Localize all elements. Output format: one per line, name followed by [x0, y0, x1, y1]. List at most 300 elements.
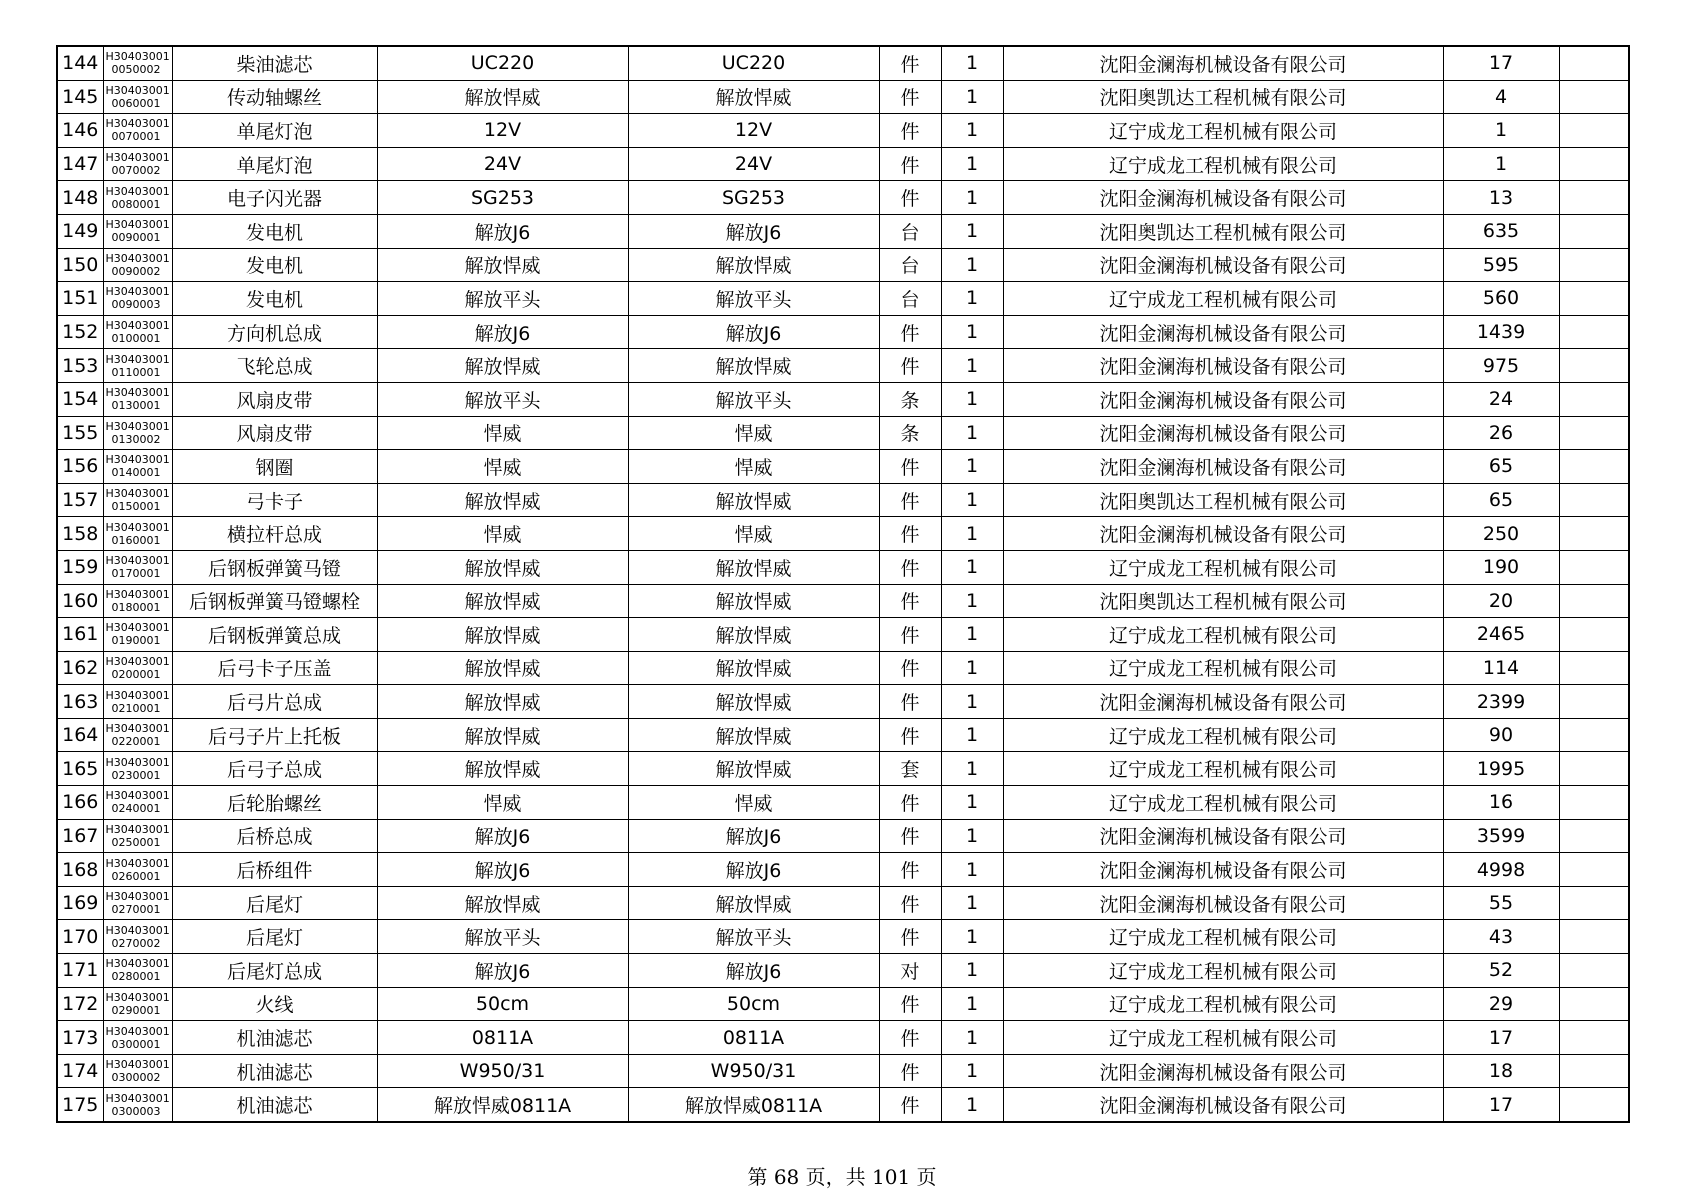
- item-spec: 50cm: [628, 987, 879, 1021]
- item-supplier: 沈阳金澜海机械设备有限公司: [1003, 853, 1443, 887]
- item-code: [103, 718, 172, 752]
- table-row: [57, 618, 1629, 652]
- item-quantity: 1: [941, 685, 1003, 719]
- item-code-part1: H30403001: [105, 587, 170, 601]
- item-name: 后桥总成: [172, 819, 377, 853]
- item-code-part1: H30403001: [105, 386, 170, 400]
- item-code-part1: H30403001: [105, 487, 170, 501]
- item-supplier: 辽宁成龙工程机械有限公司: [1003, 752, 1443, 786]
- row-index: 154: [57, 382, 103, 416]
- item-quantity: 1: [941, 483, 1003, 517]
- item-supplier: 辽宁成龙工程机械有限公司: [1003, 718, 1443, 752]
- item-unit: 件: [879, 651, 941, 685]
- item-code-part1: H30403001: [105, 856, 170, 870]
- table-row: [57, 987, 1629, 1021]
- item-code-part1: H30403001: [105, 990, 170, 1004]
- item-code-part1: H30403001: [105, 285, 170, 299]
- item-supplier: 沈阳金澜海机械设备有限公司: [1003, 349, 1443, 383]
- item-supplier: 辽宁成龙工程机械有限公司: [1003, 954, 1443, 988]
- item-code-part2: 0270002: [111, 936, 161, 950]
- item-note: [1559, 349, 1629, 383]
- item-model: 悍威: [377, 416, 628, 450]
- item-code: [103, 651, 172, 685]
- item-code-part2: 0280001: [111, 970, 161, 984]
- item-price: 13: [1443, 181, 1559, 215]
- item-name: 后轮胎螺丝: [172, 786, 377, 820]
- item-name: 方向机总成: [172, 315, 377, 349]
- table-row: [57, 584, 1629, 618]
- item-code: [103, 1054, 172, 1088]
- item-unit: 件: [879, 1088, 941, 1122]
- item-name: 后钢板弹簧马镫螺栓: [172, 584, 377, 618]
- item-spec: 解放悍威: [628, 349, 879, 383]
- item-quantity: 1: [941, 248, 1003, 282]
- item-model: 解放J6: [377, 214, 628, 248]
- item-code: [103, 819, 172, 853]
- item-note: [1559, 752, 1629, 786]
- item-model: 12V: [377, 114, 628, 148]
- item-code-part2: 0060001: [111, 96, 161, 110]
- item-code-part1: H30403001: [105, 621, 170, 635]
- item-code: [103, 1088, 172, 1122]
- item-model: 解放平头: [377, 382, 628, 416]
- item-name: 机油滤芯: [172, 1054, 377, 1088]
- row-index: 158: [57, 517, 103, 551]
- item-unit: 台: [879, 214, 941, 248]
- item-quantity: 1: [941, 315, 1003, 349]
- item-quantity: 1: [941, 1021, 1003, 1055]
- item-model: W950/31: [377, 1054, 628, 1088]
- item-supplier: 沈阳金澜海机械设备有限公司: [1003, 517, 1443, 551]
- item-model: UC220: [377, 46, 628, 80]
- item-spec: 0811A: [628, 1021, 879, 1055]
- table-row: [57, 819, 1629, 853]
- item-name: 后弓卡子压盖: [172, 651, 377, 685]
- item-spec: 解放悍威: [628, 618, 879, 652]
- table-row: [57, 315, 1629, 349]
- item-name: 发电机: [172, 282, 377, 316]
- row-index: 167: [57, 819, 103, 853]
- item-code: [103, 987, 172, 1021]
- item-spec: 解放悍威: [628, 550, 879, 584]
- item-price: 43: [1443, 920, 1559, 954]
- item-note: [1559, 382, 1629, 416]
- item-model: 解放平头: [377, 282, 628, 316]
- item-code-part2: 0090001: [111, 231, 161, 245]
- item-quantity: 1: [941, 382, 1003, 416]
- item-code-part2: 0140001: [111, 466, 161, 480]
- item-price: 55: [1443, 886, 1559, 920]
- item-model: 解放悍威: [377, 80, 628, 114]
- item-name: 单尾灯泡: [172, 147, 377, 181]
- table-row: [57, 550, 1629, 584]
- table-row: [57, 46, 1629, 80]
- item-model: 解放悍威: [377, 483, 628, 517]
- item-unit: 件: [879, 886, 941, 920]
- item-code: [103, 584, 172, 618]
- item-code-part2: 0150001: [111, 500, 161, 514]
- item-price: 4: [1443, 80, 1559, 114]
- item-name: 机油滤芯: [172, 1088, 377, 1122]
- item-code: [103, 450, 172, 484]
- table-row: [57, 483, 1629, 517]
- table-row: [57, 718, 1629, 752]
- item-price: 635: [1443, 214, 1559, 248]
- item-spec: 解放悍威: [628, 248, 879, 282]
- item-unit: 件: [879, 1054, 941, 1088]
- row-index: 151: [57, 282, 103, 316]
- row-index: 157: [57, 483, 103, 517]
- item-model: 解放J6: [377, 819, 628, 853]
- item-supplier: 沈阳金澜海机械设备有限公司: [1003, 450, 1443, 484]
- item-quantity: 1: [941, 651, 1003, 685]
- item-name: 机油滤芯: [172, 1021, 377, 1055]
- item-spec: 解放悍威: [628, 483, 879, 517]
- item-code: [103, 46, 172, 80]
- item-code: [103, 685, 172, 719]
- item-quantity: 1: [941, 954, 1003, 988]
- item-code: [103, 920, 172, 954]
- item-spec: 悍威: [628, 786, 879, 820]
- item-code-part1: H30403001: [105, 184, 170, 198]
- item-code-part1: H30403001: [105, 453, 170, 467]
- item-quantity: 1: [941, 214, 1003, 248]
- item-code-part2: 0070002: [111, 164, 161, 178]
- row-index: 171: [57, 954, 103, 988]
- table-row: [57, 853, 1629, 887]
- row-index: 159: [57, 550, 103, 584]
- item-code-part2: 0170001: [111, 567, 161, 581]
- item-code-part1: H30403001: [105, 890, 170, 904]
- item-unit: 件: [879, 517, 941, 551]
- item-unit: 件: [879, 114, 941, 148]
- row-index: 165: [57, 752, 103, 786]
- item-code-part2: 0130001: [111, 399, 161, 413]
- item-note: [1559, 920, 1629, 954]
- item-code-part2: 0300003: [111, 1104, 161, 1118]
- item-unit: 件: [879, 718, 941, 752]
- item-code-part2: 0080001: [111, 197, 161, 211]
- item-model: 24V: [377, 147, 628, 181]
- table-row: [57, 147, 1629, 181]
- item-name: 弓卡子: [172, 483, 377, 517]
- item-note: [1559, 181, 1629, 215]
- table-row: [57, 954, 1629, 988]
- item-supplier: 辽宁成龙工程机械有限公司: [1003, 920, 1443, 954]
- item-supplier: 沈阳金澜海机械设备有限公司: [1003, 248, 1443, 282]
- item-supplier: 沈阳奥凯达工程机械有限公司: [1003, 214, 1443, 248]
- item-code-part1: H30403001: [105, 117, 170, 131]
- item-name: 传动轴螺丝: [172, 80, 377, 114]
- item-model: 解放J6: [377, 954, 628, 988]
- item-code-part1: H30403001: [105, 352, 170, 366]
- table-row: [57, 920, 1629, 954]
- item-note: [1559, 114, 1629, 148]
- item-model: 解放悍威: [377, 752, 628, 786]
- item-name: 电子闪光器: [172, 181, 377, 215]
- item-code-part1: H30403001: [105, 319, 170, 333]
- item-code: [103, 517, 172, 551]
- item-name: 钢圈: [172, 450, 377, 484]
- item-name: 后尾灯总成: [172, 954, 377, 988]
- item-spec: 解放悍威: [628, 752, 879, 786]
- table-row: [57, 282, 1629, 316]
- item-spec: 解放平头: [628, 382, 879, 416]
- item-code-part2: 0160001: [111, 533, 161, 547]
- item-quantity: 1: [941, 416, 1003, 450]
- item-supplier: 沈阳金澜海机械设备有限公司: [1003, 382, 1443, 416]
- item-code: [103, 786, 172, 820]
- item-note: [1559, 1088, 1629, 1122]
- item-price: 1439: [1443, 315, 1559, 349]
- item-quantity: 1: [941, 920, 1003, 954]
- item-quantity: 1: [941, 550, 1003, 584]
- item-model: 解放悍威: [377, 618, 628, 652]
- item-code: [103, 214, 172, 248]
- item-note: [1559, 819, 1629, 853]
- row-index: 146: [57, 114, 103, 148]
- item-supplier: 沈阳金澜海机械设备有限公司: [1003, 1088, 1443, 1122]
- table-row: [57, 886, 1629, 920]
- item-quantity: 1: [941, 1054, 1003, 1088]
- table-row: [57, 1021, 1629, 1055]
- item-unit: 台: [879, 248, 941, 282]
- row-index: 150: [57, 248, 103, 282]
- row-index: 149: [57, 214, 103, 248]
- item-price: 26: [1443, 416, 1559, 450]
- item-name: 横拉杆总成: [172, 517, 377, 551]
- item-quantity: 1: [941, 718, 1003, 752]
- item-unit: 件: [879, 181, 941, 215]
- item-note: [1559, 315, 1629, 349]
- item-model: 解放悍威0811A: [377, 1088, 628, 1122]
- row-index: 174: [57, 1054, 103, 1088]
- table-row: [57, 248, 1629, 282]
- item-quantity: 1: [941, 181, 1003, 215]
- table-row: [57, 685, 1629, 719]
- item-note: [1559, 46, 1629, 80]
- item-spec: 解放J6: [628, 954, 879, 988]
- item-code: [103, 853, 172, 887]
- item-quantity: 1: [941, 1088, 1003, 1122]
- table-row: [57, 80, 1629, 114]
- item-unit: 件: [879, 618, 941, 652]
- table-row: [57, 416, 1629, 450]
- item-quantity: 1: [941, 147, 1003, 181]
- item-quantity: 1: [941, 80, 1003, 114]
- item-name: 飞轮总成: [172, 349, 377, 383]
- row-index: 147: [57, 147, 103, 181]
- item-unit: 件: [879, 853, 941, 887]
- item-supplier: 辽宁成龙工程机械有限公司: [1003, 550, 1443, 584]
- item-note: [1559, 786, 1629, 820]
- item-code: [103, 954, 172, 988]
- item-code-part2: 0090003: [111, 298, 161, 312]
- item-note: [1559, 517, 1629, 551]
- item-model: 0811A: [377, 1021, 628, 1055]
- item-price: 2465: [1443, 618, 1559, 652]
- row-index: 169: [57, 886, 103, 920]
- item-code: [103, 1021, 172, 1055]
- item-spec: SG253: [628, 181, 879, 215]
- row-index: 162: [57, 651, 103, 685]
- item-price: 250: [1443, 517, 1559, 551]
- item-price: 1: [1443, 114, 1559, 148]
- item-quantity: 1: [941, 819, 1003, 853]
- item-note: [1559, 416, 1629, 450]
- item-supplier: 辽宁成龙工程机械有限公司: [1003, 618, 1443, 652]
- item-spec: 解放J6: [628, 214, 879, 248]
- item-code-part1: H30403001: [105, 151, 170, 165]
- item-price: 20: [1443, 584, 1559, 618]
- item-code: [103, 147, 172, 181]
- item-price: 52: [1443, 954, 1559, 988]
- item-unit: 件: [879, 550, 941, 584]
- item-price: 17: [1443, 1088, 1559, 1122]
- item-price: 24: [1443, 382, 1559, 416]
- item-name: 后桥组件: [172, 853, 377, 887]
- item-supplier: 沈阳奥凯达工程机械有限公司: [1003, 584, 1443, 618]
- row-index: 172: [57, 987, 103, 1021]
- item-spec: 解放悍威: [628, 584, 879, 618]
- item-code-part1: H30403001: [105, 419, 170, 433]
- item-note: [1559, 853, 1629, 887]
- item-spec: 解放悍威: [628, 651, 879, 685]
- item-name: 发电机: [172, 248, 377, 282]
- item-note: [1559, 584, 1629, 618]
- item-model: 解放悍威: [377, 550, 628, 584]
- item-spec: UC220: [628, 46, 879, 80]
- item-supplier: 沈阳金澜海机械设备有限公司: [1003, 181, 1443, 215]
- item-spec: 解放悍威: [628, 80, 879, 114]
- item-name: 后弓子总成: [172, 752, 377, 786]
- item-model: 解放悍威: [377, 651, 628, 685]
- item-supplier: 辽宁成龙工程机械有限公司: [1003, 786, 1443, 820]
- item-spec: 解放悍威: [628, 886, 879, 920]
- table-row: [57, 752, 1629, 786]
- item-code-part1: H30403001: [105, 1024, 170, 1038]
- item-note: [1559, 954, 1629, 988]
- row-index: 145: [57, 80, 103, 114]
- item-note: [1559, 886, 1629, 920]
- item-name: 后尾灯: [172, 920, 377, 954]
- item-quantity: 1: [941, 618, 1003, 652]
- item-spec: 悍威: [628, 450, 879, 484]
- item-code-part2: 0250001: [111, 835, 161, 849]
- item-code: [103, 248, 172, 282]
- item-code: [103, 181, 172, 215]
- item-model: 解放悍威: [377, 685, 628, 719]
- table-body: [57, 46, 1629, 1122]
- item-unit: 件: [879, 786, 941, 820]
- item-supplier: 沈阳金澜海机械设备有限公司: [1003, 46, 1443, 80]
- item-price: 560: [1443, 282, 1559, 316]
- table-row: [57, 651, 1629, 685]
- item-code: [103, 80, 172, 114]
- item-code: [103, 886, 172, 920]
- item-unit: 件: [879, 80, 941, 114]
- item-unit: 件: [879, 349, 941, 383]
- item-unit: 件: [879, 1021, 941, 1055]
- item-model: 悍威: [377, 517, 628, 551]
- row-index: 170: [57, 920, 103, 954]
- item-price: 975: [1443, 349, 1559, 383]
- item-code-part1: H30403001: [105, 722, 170, 736]
- table-row: [57, 450, 1629, 484]
- item-supplier: 沈阳金澜海机械设备有限公司: [1003, 886, 1443, 920]
- item-quantity: 1: [941, 853, 1003, 887]
- item-code-part1: H30403001: [105, 688, 170, 702]
- table-row: [57, 1054, 1629, 1088]
- item-price: 3599: [1443, 819, 1559, 853]
- item-supplier: 辽宁成龙工程机械有限公司: [1003, 147, 1443, 181]
- item-code-part2: 0230001: [111, 768, 161, 782]
- item-code-part2: 0190001: [111, 634, 161, 648]
- item-supplier: 沈阳金澜海机械设备有限公司: [1003, 416, 1443, 450]
- table-row: [57, 181, 1629, 215]
- table-row: [57, 214, 1629, 248]
- item-code-part1: H30403001: [105, 520, 170, 534]
- item-note: [1559, 214, 1629, 248]
- item-code-part2: 0070001: [111, 130, 161, 144]
- item-quantity: 1: [941, 349, 1003, 383]
- item-supplier: 辽宁成龙工程机械有限公司: [1003, 651, 1443, 685]
- item-unit: 套: [879, 752, 941, 786]
- row-index: 173: [57, 1021, 103, 1055]
- item-code: [103, 315, 172, 349]
- item-code-part2: 0090002: [111, 264, 161, 278]
- item-quantity: 1: [941, 114, 1003, 148]
- item-spec: 解放悍威: [628, 718, 879, 752]
- item-code: [103, 416, 172, 450]
- item-price: 4998: [1443, 853, 1559, 887]
- item-spec: 解放悍威: [628, 685, 879, 719]
- item-unit: 件: [879, 685, 941, 719]
- item-unit: 件: [879, 315, 941, 349]
- item-note: [1559, 80, 1629, 114]
- row-index: 168: [57, 853, 103, 887]
- item-code: [103, 618, 172, 652]
- item-name: 后钢板弹簧马镫: [172, 550, 377, 584]
- item-unit: 件: [879, 987, 941, 1021]
- item-note: [1559, 618, 1629, 652]
- item-supplier: 沈阳金澜海机械设备有限公司: [1003, 819, 1443, 853]
- item-code-part2: 0270001: [111, 903, 161, 917]
- item-model: 解放悍威: [377, 718, 628, 752]
- item-quantity: 1: [941, 46, 1003, 80]
- item-note: [1559, 550, 1629, 584]
- item-supplier: 沈阳金澜海机械设备有限公司: [1003, 1054, 1443, 1088]
- table-row: [57, 114, 1629, 148]
- item-model: 解放悍威: [377, 248, 628, 282]
- item-price: 18: [1443, 1054, 1559, 1088]
- item-unit: 件: [879, 450, 941, 484]
- item-price: 1995: [1443, 752, 1559, 786]
- item-model: 悍威: [377, 786, 628, 820]
- item-spec: 12V: [628, 114, 879, 148]
- table-row: [57, 382, 1629, 416]
- item-spec: W950/31: [628, 1054, 879, 1088]
- item-quantity: 1: [941, 450, 1003, 484]
- item-code-part1: H30403001: [105, 755, 170, 769]
- item-name: 火线: [172, 987, 377, 1021]
- item-note: [1559, 987, 1629, 1021]
- item-price: 114: [1443, 651, 1559, 685]
- item-code-part2: 0240001: [111, 802, 161, 816]
- item-unit: 件: [879, 483, 941, 517]
- item-unit: 件: [879, 819, 941, 853]
- item-code: [103, 282, 172, 316]
